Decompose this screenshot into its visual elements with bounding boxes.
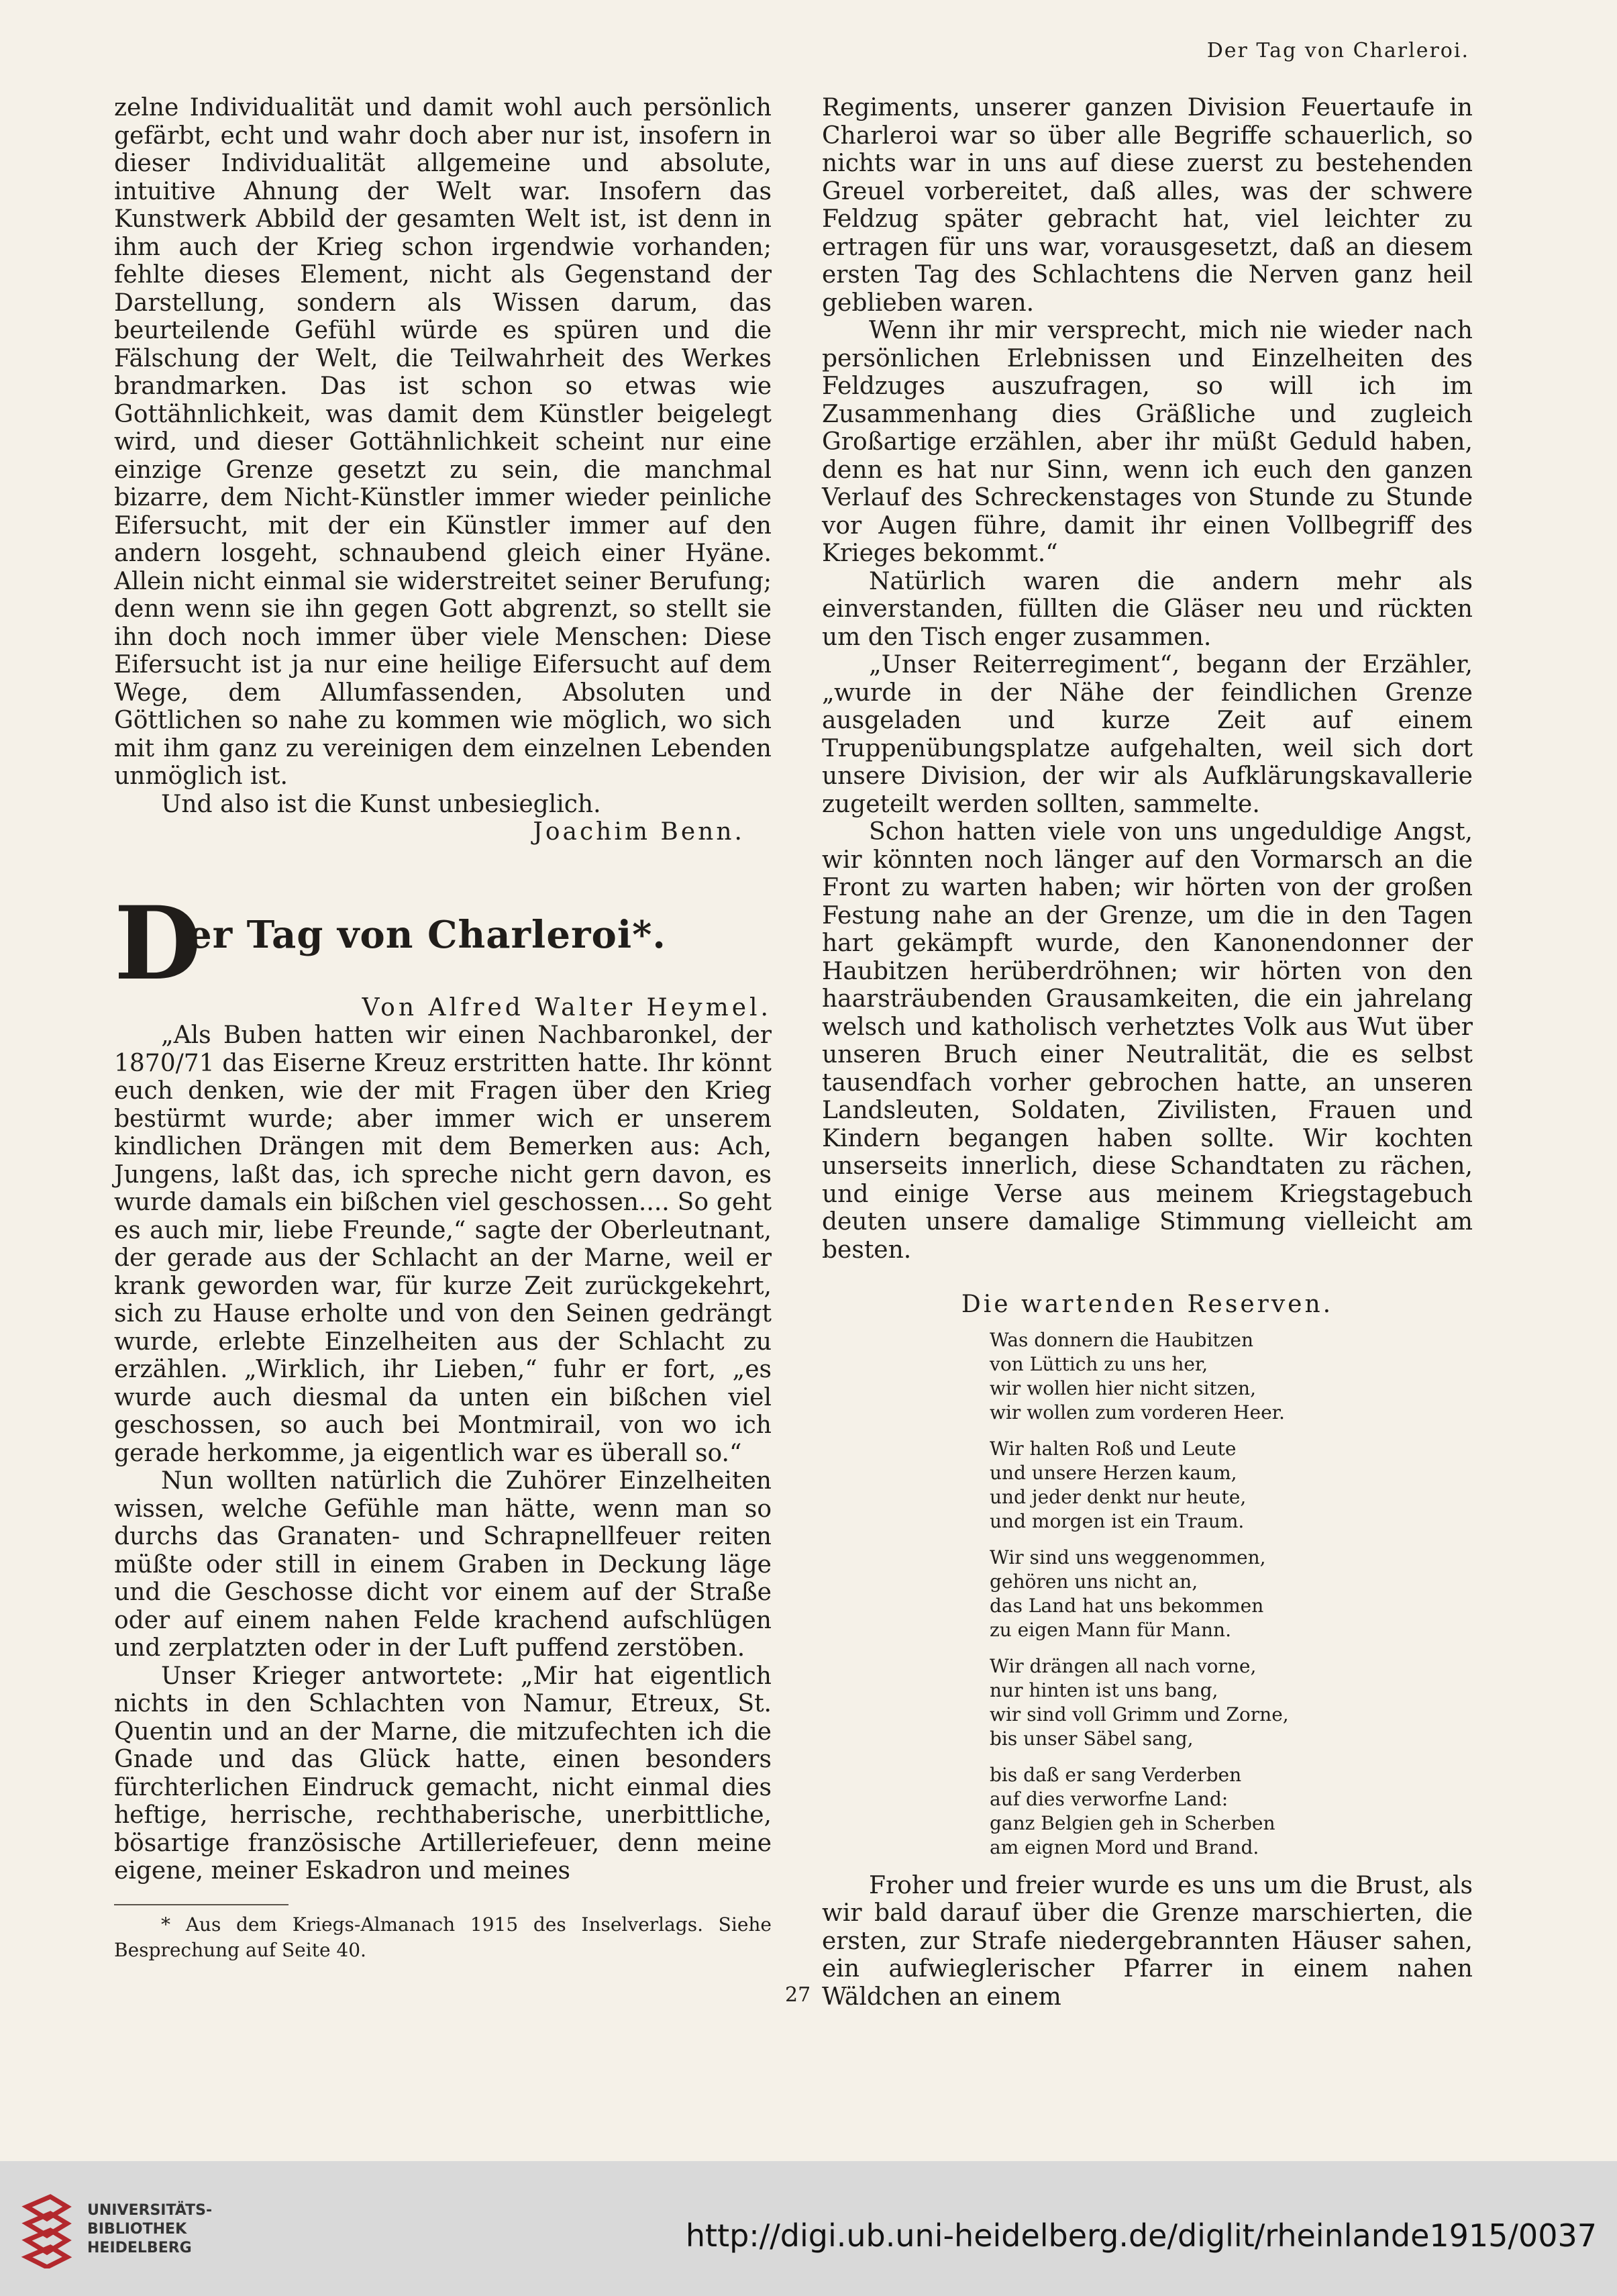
library-logo-icon bbox=[20, 2193, 74, 2268]
library-name-line: BIBLIOTHEK bbox=[87, 2221, 187, 2238]
paragraph: „Unser Reiterregiment“, begann der Erzähler, „wurde in der Nähe der feindlichen Grenze ausgeladen und kurze Zeit auf einem Truppenübungsplatze aufgehalten, weil sich dort unsere Division, der wir als Aufklärungskavallerie zugeteilt werden sollten, sammelte. bbox=[822, 651, 1473, 818]
poem-line: bis daß er sang Verderben bbox=[990, 1763, 1242, 1786]
footnote: * Aus dem Kriegs-Almanach 1915 des Inselverlags. Siehe Besprechung auf Seite 40. bbox=[114, 1913, 772, 1961]
paragraph: Wenn ihr mir versprecht, mich nie wieder nach persönlichen Erlebnissen und Einzelheiten des Feldzuges auszufragen, so will ich im Zusammenhang dies Gräßliche und zugleich Großartige erzählen, aber ihr müßt Geduld haben, denn es hat nur Sinn, wenn ich euch den ganzen Verlauf des Schreckenstages von Stunde zu Stunde vor Augen führe, damit ihr einen Vollbegriff des Krieges bekommt.“ bbox=[822, 317, 1473, 567]
library-name-line: HEIDELBERG bbox=[87, 2240, 192, 2256]
signature: Joachim Benn. bbox=[533, 818, 745, 846]
poem-line: Wir sind uns weggenommen, bbox=[990, 1546, 1266, 1568]
running-head: Der Tag von Charleroi. bbox=[1206, 39, 1469, 62]
article-author: Von Alfred Walter Heymel. bbox=[362, 993, 772, 1021]
poem-line: wir wollen zum vorderen Heer. bbox=[990, 1401, 1285, 1424]
poem-stanza bbox=[990, 1654, 1473, 1751]
library-name bbox=[87, 2201, 212, 2258]
closing-line: Und also ist die Kunst unbesieglich. bbox=[161, 790, 601, 818]
poem-line: zu eigen Mann für Mann. bbox=[990, 1618, 1231, 1641]
poem-line: und morgen ist ein Traum. bbox=[990, 1509, 1245, 1532]
intro-paragraph: zelne Individualität und damit wohl auch persönlich gefärbt, echt und wahr doch aber nur ist, insofern in dieser Individualität allgemeine und absolute, intuitive Ahnung der Welt war. Insofern das Kunstwerk Abbild der gesamten Welt ist, ist denn in ihm auch der Krieg schon irgendwie vorhanden; fehlte dieses Element, nicht als Gegenstand der Darstellung, sondern als Wissen darum, das beurteilende Gefühl würde es spüren und die Fälschung der Welt, die Teilwahrheit des Werkes brandmarken. Das ist schon so etwas wie Gottähnlichkeit, was damit dem Künstler beigelegt wird, und dieser Gottähnlichkeit scheint nur eine einzige Grenze gesetzt zu sein, die manchmal bizarre, dem Nicht-Künstler immer wieder peinliche Eifersucht, mit der ein Künstler immer auf den andern losgeht, schnaubend gleich einer Hyäne. Allein nicht einmal sie widerstreitet seiner Berufung; denn wenn sie ihn gegen Gott abgrenzt, so stellt sie ihn doch noch immer über viele Menschen: Diese Eifersucht ist ja nur eine heilige Eifersucht auf dem Wege, dem Allumfassenden, Absoluten und Göttlichen so nahe zu kommen wie möglich, wo sich mit ihm ganz zu vereinigen dem einzelnen Lebenden unmöglich ist. bbox=[114, 94, 772, 790]
footnote-rule bbox=[114, 1904, 289, 1905]
drop-cap: D bbox=[114, 884, 202, 1003]
paragraph: Natürlich waren die andern mehr als einverstanden, füllten die Gläser neu und rückten um den Tisch enger zusammen. bbox=[822, 567, 1473, 651]
paragraph: Nun wollten natürlich die Zuhörer Einzelheiten wissen, welche Gefühle man hätte, wenn man so durchs das Granaten- und Schrapnellfeuer reiten müßte oder still in einem Graben in Deckung läge und die Geschosse dicht vor einem auf der Straße oder auf einem nahen Felde krachend aufschlügen und zerplatzten oder in der Luft puffend zerstöben. bbox=[114, 1467, 772, 1662]
poem bbox=[990, 1328, 1473, 1860]
poem-line: gehören uns nicht an, bbox=[990, 1570, 1198, 1593]
poem-stanza bbox=[990, 1546, 1473, 1642]
article-heading bbox=[114, 884, 772, 1003]
poem-stanza bbox=[990, 1328, 1473, 1425]
poem-stanza bbox=[990, 1763, 1473, 1860]
library-name-line: UNIVERSITÄTS- bbox=[87, 2202, 213, 2219]
poem-line: wir sind voll Grimm und Zorne, bbox=[990, 1703, 1289, 1726]
poem-line: und unsere Herzen kaum, bbox=[990, 1461, 1237, 1484]
paragraph: Unser Krieger antwortete: „Mir hat eigentlich nichts in den Schlachten von Namur, Etreux, St. Quentin und an der Marne, die mitzufechten ich die Gnade und das Glück hatte, einen besonders fürchterlichen Eindruck gemacht, nicht einmal dies heftige, herrische, rechthaberische, unerbittliche, bösartige französische Artilleriefeuer, denn meine eigene, meiner Eskadron und meines bbox=[114, 1662, 772, 1885]
poem-line: von Lüttich zu uns her, bbox=[990, 1352, 1208, 1375]
footer-bar bbox=[0, 2161, 1617, 2296]
poem-stanza bbox=[990, 1437, 1473, 1534]
poem-line: und jeder denkt nur heute, bbox=[990, 1485, 1247, 1508]
poem-line: Wir halten Roß und Leute bbox=[990, 1437, 1237, 1460]
poem-line: das Land hat uns bekommen bbox=[990, 1594, 1264, 1617]
poem-line: wir wollen hier nicht sitzen, bbox=[990, 1377, 1256, 1399]
poem-line: nur hinten ist uns bang, bbox=[990, 1679, 1218, 1701]
logo-shape bbox=[27, 2197, 67, 2267]
poem-line: auf dies verworfne Land: bbox=[990, 1787, 1229, 1810]
right-column bbox=[822, 94, 1473, 2011]
left-column bbox=[114, 94, 772, 1963]
poem-line: ganz Belgien geh in Scherben bbox=[990, 1811, 1275, 1834]
paragraph: Schon hatten viele von uns ungeduldige Angst, wir könnten noch länger auf den Vormarsch an die Front zu warten haben; wir hörten von der großen Festung nahe an der Grenze, um die in den Tagen hart gekämpft wurde, den Kanonendonner der Haubitzen herüberdröhnen; wir hörten von den haarsträubenden Grausamkeiten, die ein jahrelang welsch und katholisch verhetztes Volk aus Wut über unseren Bruch einer Neutralität, die es selbst tausendfach vorher gebrochen hatte, an unseren Landsleuten, Soldaten, Zivilisten, Frauen und Kindern begangen haben sollte. Wir kochten unserseits innerlich, diese Schandtaten zu rächen, und einige Verse aus meinem Kriegstagebuch deuten unsere damalige Stimmung vielleicht am besten. bbox=[822, 818, 1473, 1264]
poem-line: bis unser Säbel sang, bbox=[990, 1727, 1194, 1750]
poem-title: Die wartenden Reserven. bbox=[961, 1291, 1334, 1318]
page-number: 27 bbox=[785, 1983, 811, 2007]
paragraph: „Als Buben hatten wir einen Nachbaronkel, der 1870/71 das Eiserne Kreuz erstritten hatte. Ihr könnt euch denken, wie der mit Fragen über den Krieg bestürmt wurde; aber immer wich er unserem kindlichen Drängen mit dem Bemerken aus: Ach, Jungens, laßt das, ich spreche nicht gern davon, es wurde damals ein bißchen viel geschossen.... So geht es auch mir, liebe Freunde,“ sagte der Oberleutnant, der gerade aus der Schlacht an der Marne, weil er krank geworden war, für kurze Zeit zurückgekehrt, sich zu Hause erholte und von den Seinen gedrängt wurde, erlebte Einzelheiten aus der Schlacht zu erzählen. „Wirklich, ihr Lieben,“ fuhr er fort, „es wurde auch diesmal da unten ein bißchen viel geschossen, so auch bei Montmirail, von wo ich gerade herkomme, ja eigentlich war es überall so.“ bbox=[114, 1021, 772, 1467]
poem-line: am eignen Mord und Brand. bbox=[990, 1836, 1259, 1858]
poem-line: Was donnern die Haubitzen bbox=[990, 1328, 1254, 1351]
paragraph: Froher und freier wurde es uns um die Brust, als wir bald darauf über die Grenze marschierten, die ersten, zur Strafe niedergebrannten Häuser sahen, ein aufwieglerischer Pfarrer in einem nahen Wäldchen an einem bbox=[822, 1871, 1473, 2011]
article-title: er Tag von Charleroi*. bbox=[188, 912, 666, 957]
poem-line: Wir drängen all nach vorne, bbox=[990, 1654, 1257, 1677]
paragraph: Regiments, unserer ganzen Division Feuertaufe in Charleroi war so über alle Begriffe schauerlich, so nichts war in uns auf diese zuerst zu bestehenden Greuel vorbereitet, daß alles, was der schwere Feldzug später gebracht hat, viel leichter zu ertragen für uns war, vorausgesetzt, daß an diesem ersten Tag des Schlachtens die Nerven ganz heil geblieben waren. bbox=[822, 94, 1473, 317]
source-url-link[interactable]: http://digi.ub.uni-heidelberg.de/diglit/rheinlande1915/0037 bbox=[685, 2217, 1597, 2254]
